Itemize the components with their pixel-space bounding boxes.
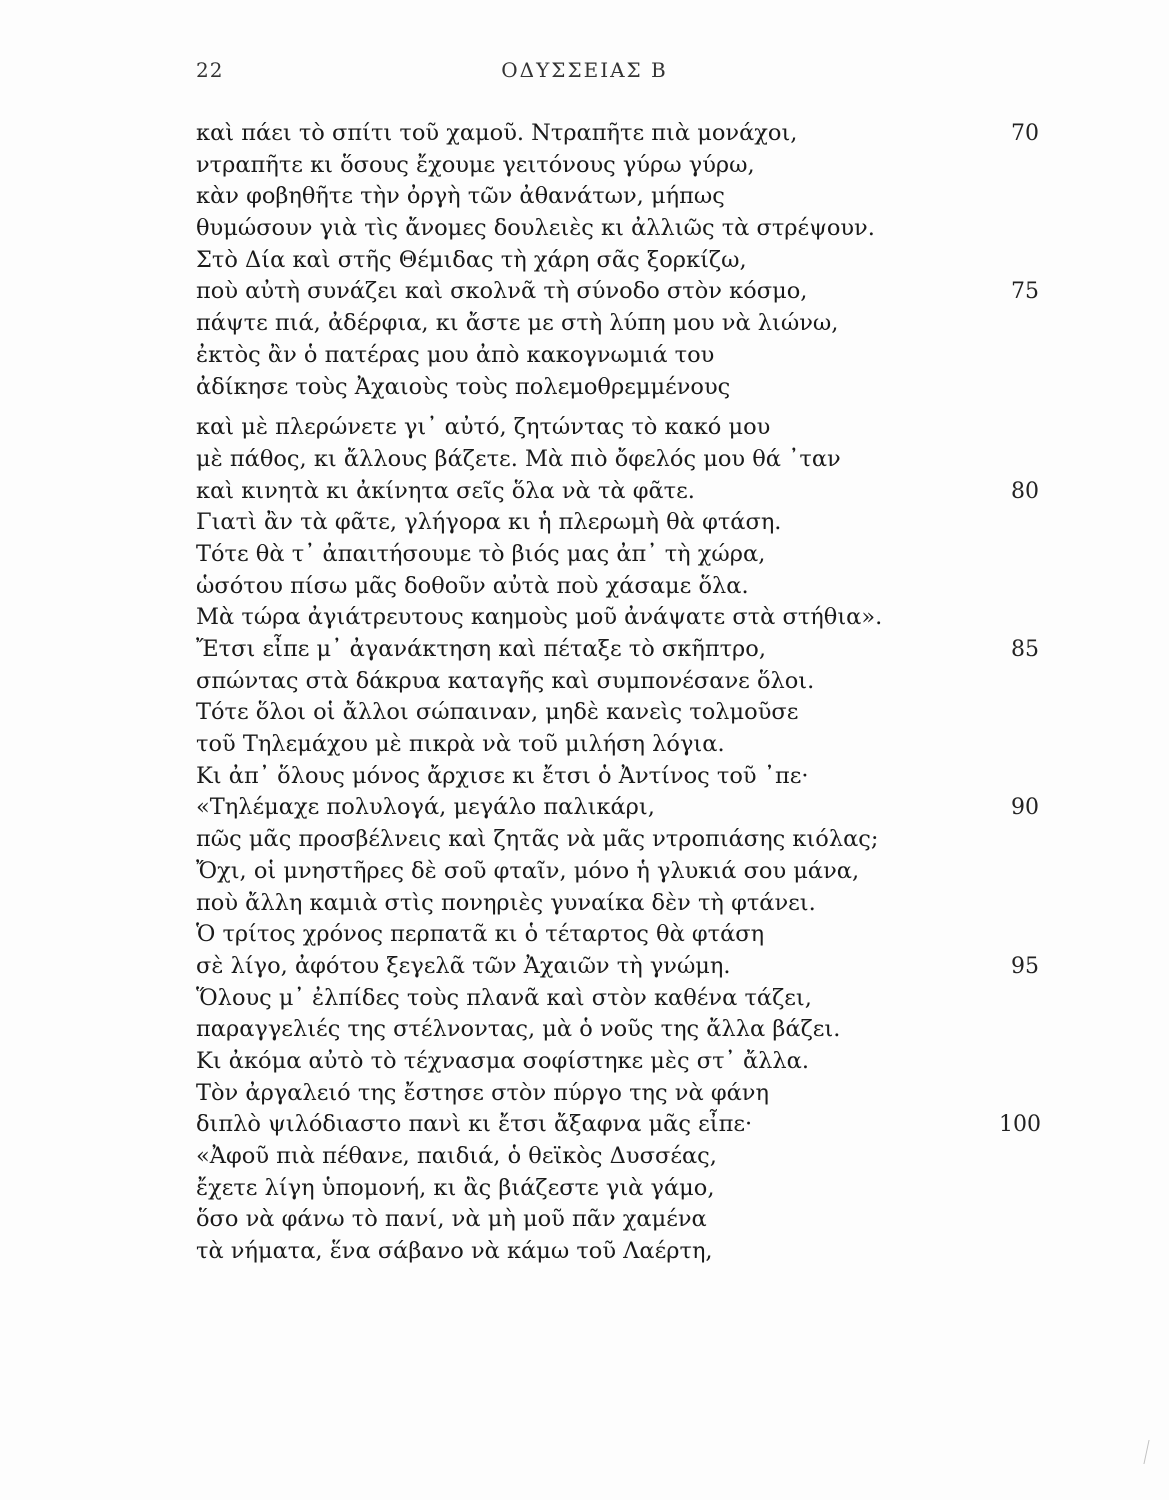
verse-text: Κι ἀπ᾽ ὅλους μόνος ἄρχισε κι ἔτσι ὁ Ἀντίνος τοῦ ᾽πε· [196,762,809,789]
verse-line [196,181,1036,213]
verse-line [196,340,1036,372]
verse-text: θυμώσουν γιὰ τὶς ἄνομες δουλειὲς κι ἀλλιῶς τὰ στρέψουν. [196,215,875,242]
verse-line [196,150,1036,182]
verse-line [196,729,1036,761]
verse-line [196,1014,1036,1046]
verse-line [196,888,1036,920]
verse-text: Κι ἀκόμα αὐτὸ τὸ τέχνασμα σοφίστηκε μὲς στ᾽ ἄλλα. [196,1047,810,1074]
verse-line [196,444,1036,476]
verse-line [196,118,1039,150]
verse-line [196,1109,1041,1141]
verse-text: ὅσο νὰ φάνω τὸ πανί, νὰ μὴ μοῦ πᾶν χαμένα [196,1206,707,1233]
verse-line [196,1141,1036,1173]
verse-text: Τότε θὰ τ᾽ ἀπαιτήσουμε τὸ βιός μας ἀπ᾽ τὴ χώρα, [196,540,766,567]
line-number: 100 [999,1112,1041,1138]
verse-line [196,571,1036,603]
verse-line [196,634,1039,666]
verse-text: παραγγελιές της στέλνοντας, μὰ ὁ νοῦς της ἄλλα βάζει. [196,1016,841,1043]
verse-text: Ὅλους μ᾽ ἐλπίδες τοὺς πλανᾶ καὶ στὸν καθένα τάζει, [196,984,812,1011]
verse-text: σπώντας στὰ δάκρυα καταγῆς καὶ συμπονέσανε ὅλοι. [196,667,815,694]
verse-text: πάψτε πιά, ἀδέρφια, κι ἄστε με στὴ λύπη μου νὰ λιώνω, [196,310,839,337]
verse-line [196,1236,1036,1268]
verse-text: ποὺ αὐτὴ συνάζει καὶ σκολνᾶ τὴ σύνοδο στὸν κόσμο, [196,278,808,305]
verse-line [196,792,1039,824]
verse-line [196,1204,1036,1236]
verse-line [196,245,1036,277]
running-title: ΟΔΥΣΣΕΙΑΣ Β [501,58,668,82]
verse-line [196,666,1036,698]
verse-text: ἐκτὸς ἂν ὁ πατέρας μου ἀπὸ κακογνωμιά του [196,341,715,368]
verse-line [196,919,1036,951]
verse-line [196,856,1036,888]
verse-text: ἔχετε λίγη ὑπομονή, κι ἂς βιάζεστε γιὰ γάμο, [196,1174,715,1201]
verse-text: καὶ μὲ πλερώνετε γι᾽ αὐτό, ζητώντας τὸ κακό μου [196,414,771,441]
verse-line [196,507,1036,539]
verse-text: πῶς μᾶς προσβέλνεις καὶ ζητᾶς νὰ μᾶς ντροπιάσης κιόλας; [196,826,879,853]
verse-text-block [196,118,1041,1268]
verse-text: καὶ πάει τὸ σπίτι τοῦ χαμοῦ. Ντραπῆτε πιὰ μονάχοι, [196,120,798,146]
line-number: 95 [1011,953,1039,979]
line-number: 80 [1011,478,1039,504]
verse-text: Ὄχι, οἱ μνηστῆρες δὲ σοῦ φταῖν, μόνο ἡ γλυκιά σου μάνα, [196,857,860,884]
verse-text: Στὸ Δία καὶ στῆς Θέμιδας τὴ χάρη σᾶς ξορκίζω, [196,246,747,273]
verse-text: Μὰ τώρα ἀγιάτρευτους καημοὺς μοῦ ἀνάψατε στὰ στήθια». [196,604,883,631]
line-number: 90 [1011,795,1039,821]
verse-line [196,602,1036,634]
verse-text: Ὁ τρίτος χρόνος περπατᾶ κι ὁ τέταρτος θὰ φτάση [196,921,765,948]
verse-line [196,951,1039,983]
verse-text: ἀδίκησε τοὺς Ἀχαιοὺς τοὺς πολεμοθρεμμένους [196,373,731,400]
verse-text: ποὺ ἄλλη καμιὰ στὶς πονηριὲς γυναίκα δὲν τὴ φτάνει. [196,889,816,916]
verse-line [196,539,1036,571]
verse-text: διπλὸ ψιλόδιαστο πανὶ κι ἔτσι ἄξαφνα μᾶς εἶπε· [196,1111,753,1138]
verse-text: Ἔτσι εἶπε μ᾽ ἀγανάκτηση καὶ πέταξε τὸ σκῆπτρο, [196,636,766,662]
verse-line [196,213,1036,245]
verse-line [196,697,1036,729]
verse-line [196,308,1036,340]
line-number: 75 [1011,279,1039,305]
verse-text: μὲ πάθος, κι ἄλλους βάζετε. Μὰ πιὸ ὄφελός μου θά ᾽ταν [196,445,841,472]
verse-text: καὶ κινητὰ κι ἀκίνητα σεῖς ὅλα νὰ τὰ φᾶτε. [196,477,695,504]
verse-line [196,761,1036,793]
verse-line [196,1173,1036,1205]
scan-mark [1143,1440,1161,1464]
line-number: 85 [1011,637,1039,662]
verse-line [196,824,1036,856]
line-number: 70 [1011,121,1039,146]
verse-text: Γιατὶ ἂν τὰ φᾶτε, γλήγορα κι ἡ πλερωμὴ θὰ φτάση. [196,509,782,536]
verse-text: ντραπῆτε κι ὅσους ἔχουμε γειτόνους γύρω γύρω, [196,151,755,178]
verse-text: «Ἀφοῦ πιὰ πέθανε, παιδιά, ὁ θεϊκὸς Δυσσέας, [196,1143,717,1169]
verse-text: ὡσότου πίσω μᾶς δοθοῦν αὐτὰ ποὺ χάσαμε ὅλα. [196,572,749,599]
verse-text: «Τηλέμαχε πολυλογά, μεγάλο παλικάρι, [196,794,655,821]
verse-line [196,1046,1036,1078]
verse-line [196,983,1036,1015]
verse-text: σὲ λίγο, ἀφότου ξεγελᾶ τῶν Ἀχαιῶν τὴ γνώμη. [196,952,731,979]
verse-text: τὰ νήματα, ἕνα σάβανο νὰ κάμω τοῦ Λαέρτη, [196,1238,713,1265]
verse-text: κὰν φοβηθῆτε τὴν ὀργὴ τῶν ἀθανάτων, μήπως [196,183,725,210]
verse-text: τοῦ Τηλεμάχου μὲ πικρὰ νὰ τοῦ μιλήση λόγια. [196,731,725,758]
page-number: 22 [196,58,224,82]
verse-line [196,1078,1036,1110]
verse-text: Τότε ὅλοι οἱ ἄλλοι σώπαιναν, μηδὲ κανεὶς τολμοῦσε [196,699,799,726]
verse-text: Τὸν ἀργαλειό της ἔστησε στὸν πύργο της νὰ φάνη [196,1079,769,1106]
verse-line [196,476,1039,508]
verse-line [196,276,1039,308]
verse-line [196,412,1036,444]
verse-line [196,372,1036,404]
